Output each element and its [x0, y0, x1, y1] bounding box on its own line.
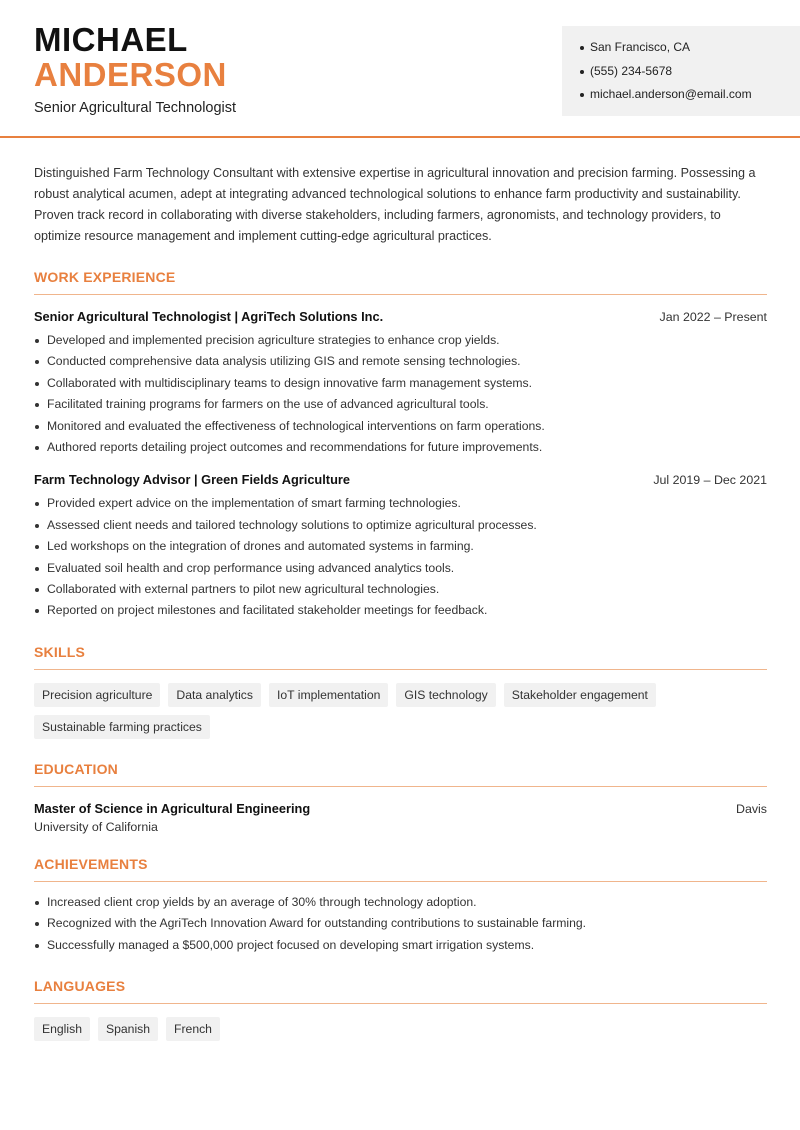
- job-title: Senior Agricultural Technologist | AgriTech Solutions Inc.: [34, 309, 384, 324]
- skill-chip: Data analytics: [168, 683, 261, 707]
- job-header: [34, 309, 767, 324]
- job-bullets: [34, 493, 767, 621]
- skill-chip: Sustainable farming practices: [34, 715, 210, 739]
- languages-section: [34, 978, 767, 1041]
- list-item: Recognized with the AgriTech Innovation Award for outstanding contributions to sustainable farming.: [34, 913, 767, 934]
- section-heading: SKILLS: [34, 644, 767, 670]
- candidate-name: [34, 22, 227, 92]
- summary-text: Distinguished Farm Technology Consultant with extensive expertise in agricultural innovation and precision farming. Possessing a robust analytical acumen, adept at integrating advanced technological solutions to enhance farm productivity and sustainability. Proven track record in collaborating with diverse stakeholders, including farmers, agronomists, and technology providers, to optimize resource management and implement cutting-edge agricultural practices.: [34, 166, 756, 243]
- school-name: University of California: [34, 819, 158, 834]
- list-item: Increased client crop yields by an average of 30% through technology adoption.: [34, 892, 767, 913]
- skill-chip: IoT implementation: [269, 683, 388, 707]
- job-bullets: [34, 330, 767, 458]
- list-item: Developed and implemented precision agriculture strategies to enhance crop yields.: [34, 330, 767, 351]
- skill-chip: Stakeholder engagement: [504, 683, 656, 707]
- contact-location: San Francisco, CA: [580, 36, 800, 60]
- skill-chip: Precision agriculture: [34, 683, 160, 707]
- language-chips: [34, 1017, 674, 1041]
- list-item: Collaborated with external partners to pilot new agricultural technologies.: [34, 579, 767, 600]
- achievements-section: [34, 856, 767, 956]
- list-item: Provided expert advice on the implementation of smart farming technologies.: [34, 493, 767, 514]
- list-item: Assessed client needs and tailored technology solutions to optimize agricultural processes.: [34, 515, 767, 536]
- job-date: Jan 2022 – Present: [659, 310, 767, 324]
- job-title: Farm Technology Advisor | Green Fields Agriculture: [34, 472, 350, 488]
- degree: Master of Science in Agricultural Engineering: [34, 800, 311, 816]
- last-name: ANDERSON: [34, 56, 227, 93]
- list-item: Monitored and evaluated the effectiveness of technological interventions on farm operations.: [34, 416, 767, 437]
- skill-chip: GIS technology: [396, 683, 495, 707]
- section-heading: LANGUAGES: [34, 978, 767, 1004]
- education-section: [34, 761, 767, 834]
- skills-section: [34, 644, 767, 739]
- resume-header: [0, 0, 800, 138]
- contact-phone: (555) 234-5678: [580, 60, 800, 84]
- language-chip: French: [166, 1017, 220, 1041]
- achievement-list: [34, 892, 767, 956]
- education-location: Davis: [736, 801, 767, 816]
- section-heading: EDUCATION: [34, 761, 767, 787]
- resume-body: [34, 163, 767, 1041]
- work-experience-section: [34, 269, 767, 622]
- contact-email: michael.anderson@email.com: [580, 83, 800, 107]
- job-date: Jul 2019 – Dec 2021: [653, 473, 767, 488]
- list-item: Reported on project milestones and facilitated stakeholder meetings for feedback.: [34, 600, 767, 621]
- language-chip: Spanish: [98, 1017, 158, 1041]
- list-item: Evaluated soil health and crop performance using advanced analytics tools.: [34, 558, 767, 579]
- section-heading: ACHIEVEMENTS: [34, 856, 767, 882]
- section-heading: WORK EXPERIENCE: [34, 269, 767, 295]
- language-chip: English: [34, 1017, 90, 1041]
- list-item: Led workshops on the integration of drones and automated systems in farming.: [34, 536, 767, 557]
- list-item: Collaborated with multidisciplinary teams to design innovative farm management systems.: [34, 373, 767, 394]
- contact-box: [562, 26, 800, 116]
- job-title-headline: Senior Agricultural Technologist: [34, 100, 237, 116]
- education-header: [34, 801, 767, 816]
- list-item: Conducted comprehensive data analysis utilizing GIS and remote sensing technologies.: [34, 351, 767, 372]
- job-header: [34, 472, 767, 487]
- list-item: Facilitated training programs for farmers on the use of advanced agricultural tools.: [34, 394, 767, 415]
- list-item: Authored reports detailing project outcomes and recommendations for future improvements.: [34, 437, 767, 458]
- first-name: MICHAEL: [34, 21, 188, 58]
- skills-chips: [34, 683, 674, 739]
- list-item: Successfully managed a $500,000 project focused on developing smart irrigation systems.: [34, 935, 767, 956]
